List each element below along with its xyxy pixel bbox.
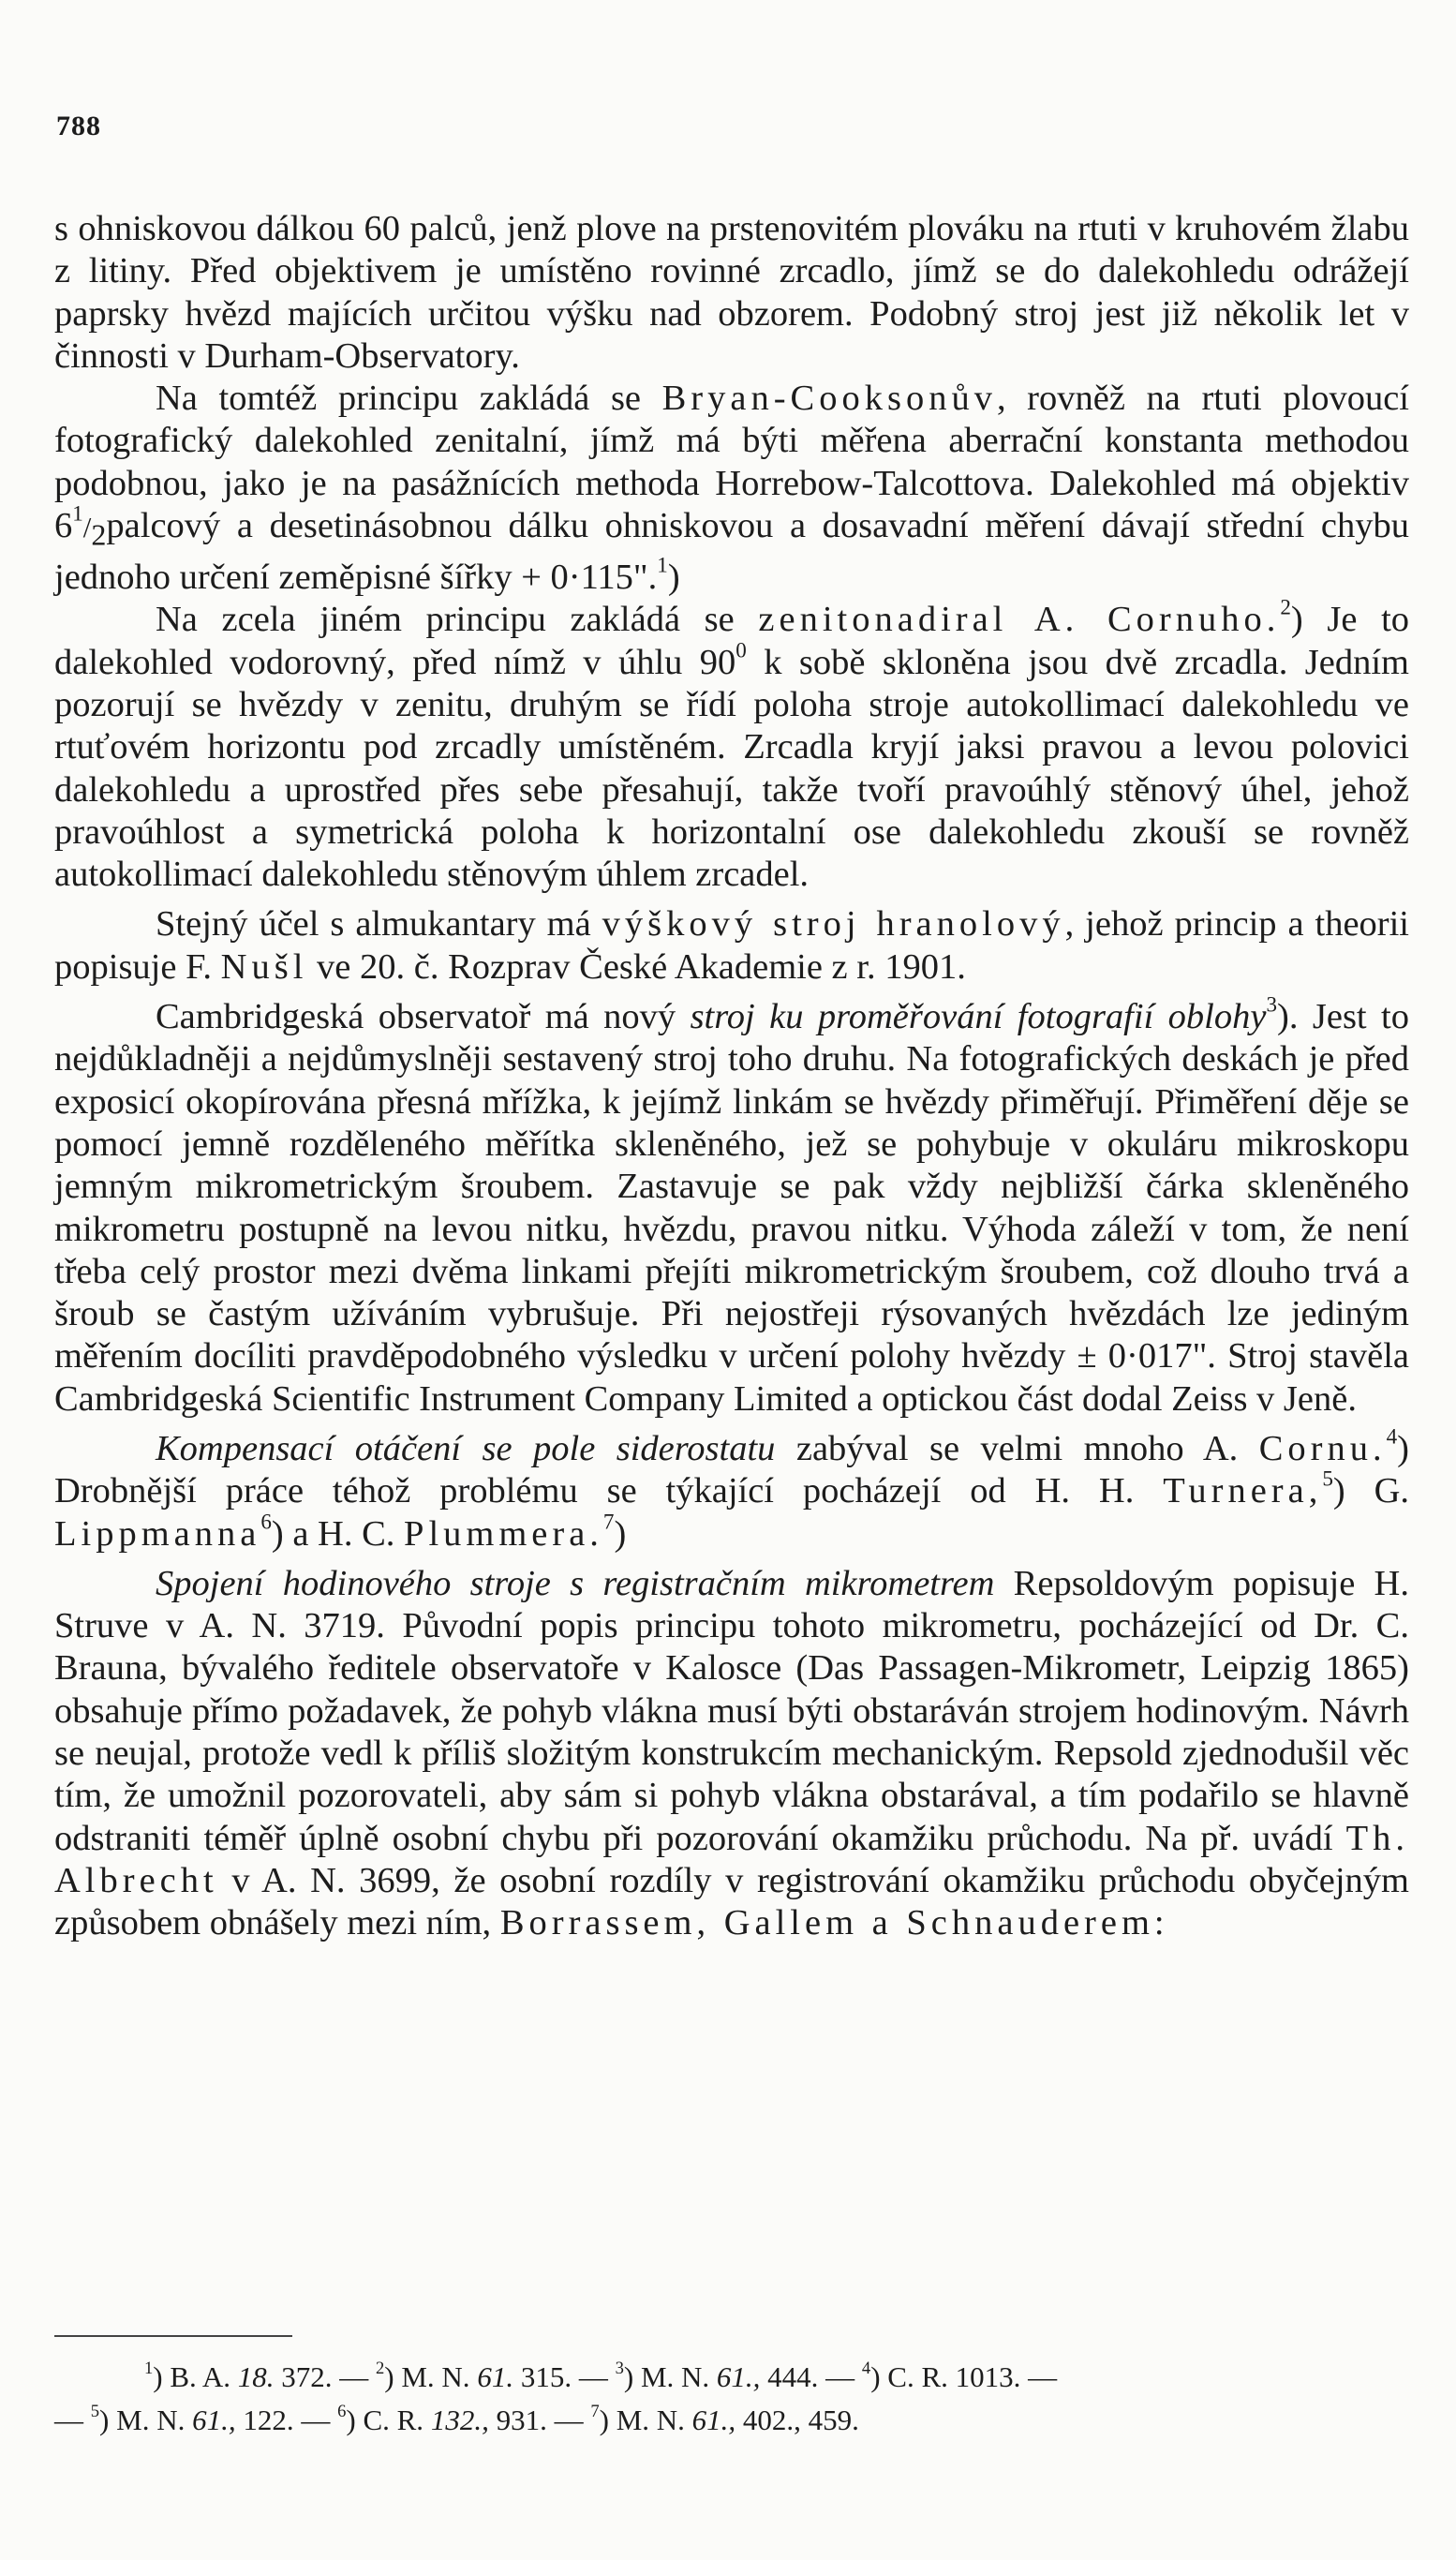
footnote-mark: 2: [375, 2359, 385, 2379]
text-run: palcový a desetinásobnou dálku ohniskovou a dosavadní měření dávají střední chybu jednoho určení zeměpisné šířky + 0·115".: [54, 506, 1409, 598]
text-run: Na tomtéž principu zakládá se: [156, 379, 662, 419]
footnote-source: M. N.: [401, 2360, 478, 2393]
footnotes: [54, 2356, 1409, 2442]
fraction-denominator: 2: [91, 517, 107, 552]
footnote-paren: ): [99, 2404, 117, 2436]
footnote-ref: 7: [602, 1509, 615, 1534]
footnote: [91, 2404, 337, 2436]
footnote-paren: ): [153, 2360, 171, 2393]
text-run: ): [614, 1513, 627, 1554]
spaced-name: zenitonadiral A. Cornuho.: [758, 600, 1281, 640]
fraction-slash: /: [82, 512, 92, 544]
text-run: ) a H. C.: [271, 1513, 405, 1554]
footnote-mark: 5: [90, 2402, 100, 2422]
footnote-paren: ): [346, 2404, 364, 2436]
footnote-page: 444.: [767, 2360, 819, 2393]
footnote-source: M. N.: [640, 2360, 717, 2393]
text-run: ) Je to dalekohled vodorovný, před nímž v úhlu 90: [54, 600, 1410, 682]
italic-phrase: stroj ku proměřování fotografií oblohy: [690, 997, 1267, 1037]
footnote-ref: 0: [735, 637, 747, 662]
footnote-separator: —: [572, 2360, 616, 2393]
footnote-separator: —: [332, 2360, 376, 2393]
text-run: v A. N. 3699, že osobní rozdíly v registrování okamžiku průchodu obyčejným způsobem obnášely mezi ním,: [54, 1860, 1409, 1943]
footnote: [337, 2404, 590, 2436]
paragraph: [54, 208, 1409, 378]
footnote-ref: 6: [260, 1509, 272, 1534]
footnote-separator: —: [546, 2404, 591, 2436]
text-run: zabýval se velmi mnoho A.: [775, 1429, 1259, 1468]
footnote-page: 315.: [520, 2360, 572, 2393]
footnote-source: C. R.: [363, 2404, 431, 2436]
footnote-paren: ): [870, 2360, 888, 2393]
footnote: [376, 2360, 616, 2393]
footnote: [616, 2360, 862, 2393]
footnote-paren: ): [384, 2360, 402, 2393]
spaced-name: Bryan-Cooksonův: [661, 379, 997, 419]
paragraph: [54, 1423, 1410, 1555]
footnote-mark: 1: [144, 2359, 154, 2379]
text-run: Repsoldovým popisuje H. Struve v A. N. 3719. Původní popis principu tohoto mikrometru, pocházející od Dr. C. Brauna, bývalého ředitele observatoře v Kalosce (Das Passagen-Mikrometr, Leipzig 1865) obsahuje přímo požadavek, že pohyb vlákna musí býti obstaráván strojem hodinovým. Návrh se neujal, protože vedl k příliš složitým konstrukcím mechanickým. Repsold zjednodušil věc tím, že umožnil pozorovateli, aby sám si pohyb vlákna obstarával, a tím podařilo se hlavně odstraniti téměř úplně osobní chybu při pozorování okamžiku průchodu. Na př. uvádí: [54, 1563, 1409, 1858]
footnote-separator: —: [818, 2360, 862, 2393]
footnote-source: B. A.: [170, 2360, 238, 2393]
spaced-name: Borrassem, Gallem a Schnauderem:: [499, 1903, 1169, 1943]
footnote: [862, 2360, 1057, 2393]
text-run: ) G.: [1332, 1471, 1410, 1511]
footnote-separator: —: [54, 2404, 91, 2436]
footnote-page: 402., 459.: [742, 2404, 859, 2436]
paragraph: [54, 1563, 1409, 1945]
footnote-paren: ): [599, 2404, 617, 2436]
footnote-page: 122.: [243, 2404, 294, 2436]
text-run: ve 20. č. Rozprav České Akademie z r. 1901.: [307, 946, 966, 987]
text-run: Na zcela jiném principu zakládá se: [156, 600, 759, 640]
body-text: [54, 208, 1409, 1945]
footnote-paren: ): [623, 2360, 641, 2393]
footnote-ref: 3: [1266, 991, 1278, 1017]
spaced-name: Nušl: [220, 946, 308, 987]
footnote-line: [54, 2399, 1409, 2442]
page-number: 788: [56, 111, 101, 141]
footnote-volume: 61.,: [192, 2404, 244, 2436]
paragraph: [54, 595, 1410, 896]
text-run: ). Jest to nejdůkladněji a nejdůmyslněji sestavený stroj toho druhu. Na fotografických deskách je před exposicí okopírována přesná mřížka, k jejímž linkám se hvězdy přiměřují. Přiměření děje se pomocí jemně rozděleného měřítka skleněného, jež se pohybuje v okuláru mikroskopu jemným mikrometrickým šroubem. Zastavuje se pak vždy nejbližší čárka skleněného mikrometru postupně na levou nitku, hvězdu, pravou nitku. Výhoda záleží v tom, že není třeba celý prostor mezi dvěma linkami přejíti mikrometrickým šroubem, což dlouho trvá a šroub se častým užíváním vybrušuje. Při nejostřeji rýsovaných hvězdách lze jediným měřením docíliti pravděpodobného výsledku v určení polohy hvězdy ± 0·017". Stroj stavěla Cambridgeská Scientific Instrument Company Limited a optickou část dodal Zeiss v Jeně.: [54, 997, 1409, 1419]
footnote-source: M. N.: [616, 2404, 692, 2436]
footnote-ref: 1: [72, 500, 83, 526]
text-run: ) Drobnější práce téhož problému se týkající pocházejí od H. H.: [54, 1429, 1409, 1511]
footnote-ref: 1: [657, 552, 668, 577]
footnote-source: C. R.: [887, 2360, 956, 2393]
footnote-mark: 7: [590, 2402, 600, 2422]
footnote-separator: —: [1020, 2360, 1058, 2393]
footnote-mark: 4: [861, 2359, 871, 2379]
footnote-ref: 4: [1386, 1423, 1398, 1449]
footnote-page: 1013.: [955, 2360, 1021, 2393]
italic-phrase: Spojení hodinového stroje s registračním mikrometrem: [156, 1563, 995, 1603]
spaced-name: Plummera.: [404, 1513, 603, 1554]
footnote-volume: 61.,: [716, 2360, 768, 2393]
footnote-volume: 61.,: [691, 2404, 743, 2436]
footnote-separator: —: [293, 2404, 338, 2436]
text-run: , rovněž na rtuti plovoucí fotografický dalekohled zenitalní, jímž má býti měřena aberrační konstanta methodou podobnou, jako je na pasážnících methoda Horrebow-Talcottova. Dalekohled má objektiv 6: [54, 379, 1409, 546]
italic-phrase: Kompensací otáčení se pole siderostatu: [156, 1429, 776, 1468]
paragraph: [54, 991, 1409, 1421]
footnote-ref: 2: [1280, 595, 1291, 620]
footnote-volume: 132.,: [430, 2404, 497, 2436]
spaced-name: Lippmanna: [54, 1513, 261, 1554]
footnote-page: 931.: [496, 2404, 547, 2436]
text-run: s ohniskovou dálkou 60 palců, jenž plove na prstenovitém plováku na rtuti v kruhovém žlabu z litiny. Před objektivem je umístěno rovinné zrcadlo, jímž se do dalekohledu odrážejí paprsky hvězd majících určitou výšku nad obzorem. Podobný stroj jest již několik let v činnosti v Durham-Observatory.: [54, 209, 1409, 376]
footnote-mark: 3: [615, 2359, 624, 2379]
text-run: Stejný účel s almukantary má: [156, 904, 602, 945]
footnote-volume: 61.: [477, 2360, 521, 2393]
text-run: ): [667, 558, 680, 598]
footnote: [590, 2404, 859, 2436]
spaced-name: Turnera,: [1163, 1471, 1323, 1511]
text-run: Cambridgeská observatoř má nový: [156, 997, 691, 1037]
paragraph: [54, 378, 1409, 599]
spaced-name: výškový stroj hranolový: [602, 904, 1065, 945]
footnote-source: M. N.: [116, 2404, 193, 2436]
footnote-divider: [54, 2335, 292, 2337]
text-run: k sobě skloněna jsou dvě zrcadla. Jedním pozorují se hvězdy v zenitu, druhým se řídí poloha stroje autokollimací dalekohledu ve rtuťovém horizontu pod zrcadly umístěném. Zrcadla kryjí jaksi pravou a levou polovici dalekohledu a uprostřed přes sebe přesahují, takže tvoří pravoúhlý stěnový úhel, jehož pravoúhlost a symetrická poloha k horizontalní ose dalekohledu zkouší se rovněž autokollimací dalekohledu stěnovým úhlem zrcadel.: [54, 642, 1409, 895]
footnote: [144, 2360, 376, 2393]
paragraph: [54, 903, 1409, 989]
spaced-name: Th. Albrecht: [54, 1818, 1409, 1900]
text-run: , jehož princip a theorii popisuje F.: [54, 904, 1409, 987]
footnote-volume: 18.: [237, 2360, 282, 2393]
footnote-ref: 5: [1322, 1466, 1333, 1491]
footnote-line: [54, 2356, 1409, 2399]
footnote-page: 372.: [281, 2360, 333, 2393]
footnote-mark: 6: [337, 2402, 347, 2422]
spaced-name: Cornu.: [1258, 1429, 1387, 1468]
